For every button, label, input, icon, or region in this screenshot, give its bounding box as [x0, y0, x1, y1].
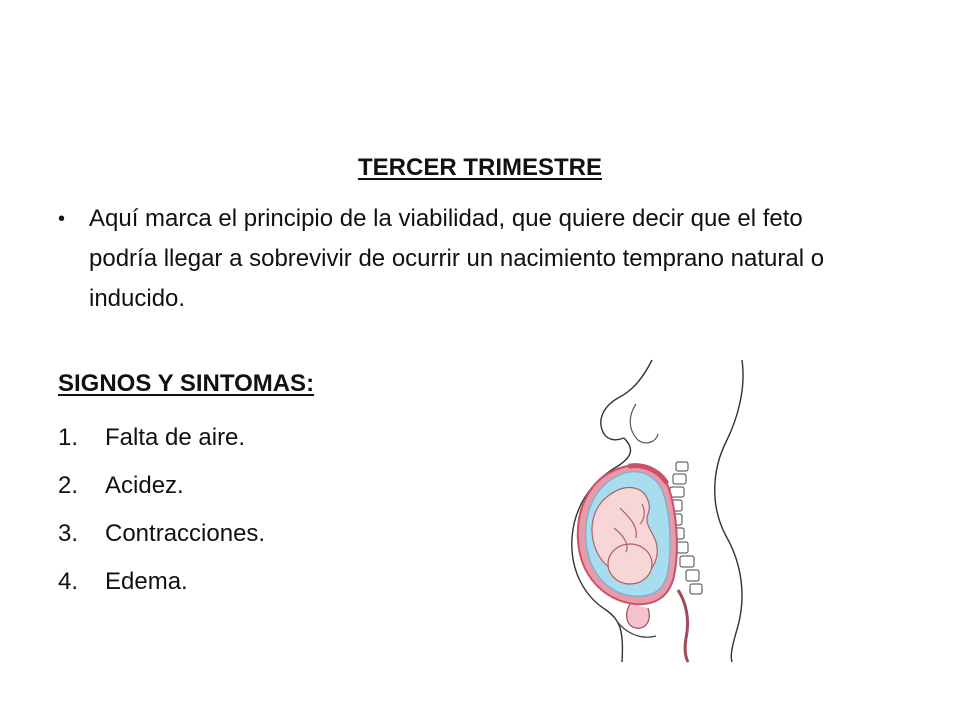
- bullet-text: Aquí marca el principio de la viabilidad, que quiere decir que el feto podría llegar a sobrevivir de ocurrir un nacimiento temprano natural o inducido.: [89, 205, 825, 312]
- list-item: [58, 564, 265, 612]
- vertebra: [680, 556, 694, 567]
- list-item-text: Edema.: [105, 568, 188, 595]
- list-item: [58, 468, 265, 516]
- bullet-paragraph: [58, 199, 858, 319]
- list-item-number: 2.: [58, 472, 79, 499]
- vertebra: [686, 570, 699, 581]
- vertebra: [690, 584, 702, 594]
- list-item-text: Falta de aire.: [105, 424, 246, 451]
- bladder: [627, 604, 650, 628]
- pregnancy-illustration: [560, 358, 780, 663]
- signs-list: [58, 420, 265, 612]
- vertebra: [676, 462, 688, 471]
- list-item: [58, 516, 265, 564]
- bullet-marker: •: [58, 208, 66, 230]
- list-item-number: 1.: [58, 424, 79, 451]
- rectum: [678, 590, 688, 662]
- list-item: [58, 420, 265, 468]
- list-item-text: Acidez.: [105, 472, 184, 499]
- vertebra: [670, 487, 684, 497]
- list-item-text: Contracciones.: [105, 520, 266, 547]
- list-item-number: 3.: [58, 520, 79, 547]
- fetus-head: [608, 544, 652, 584]
- list-item-number: 4.: [58, 568, 79, 595]
- slide-title: TERCER TRIMESTRE: [357, 154, 602, 181]
- body-back-outline: [715, 360, 743, 662]
- vertebra: [673, 474, 686, 484]
- signs-heading: SIGNOS Y SINTOMAS:: [58, 370, 315, 397]
- breast-outline: [630, 404, 658, 443]
